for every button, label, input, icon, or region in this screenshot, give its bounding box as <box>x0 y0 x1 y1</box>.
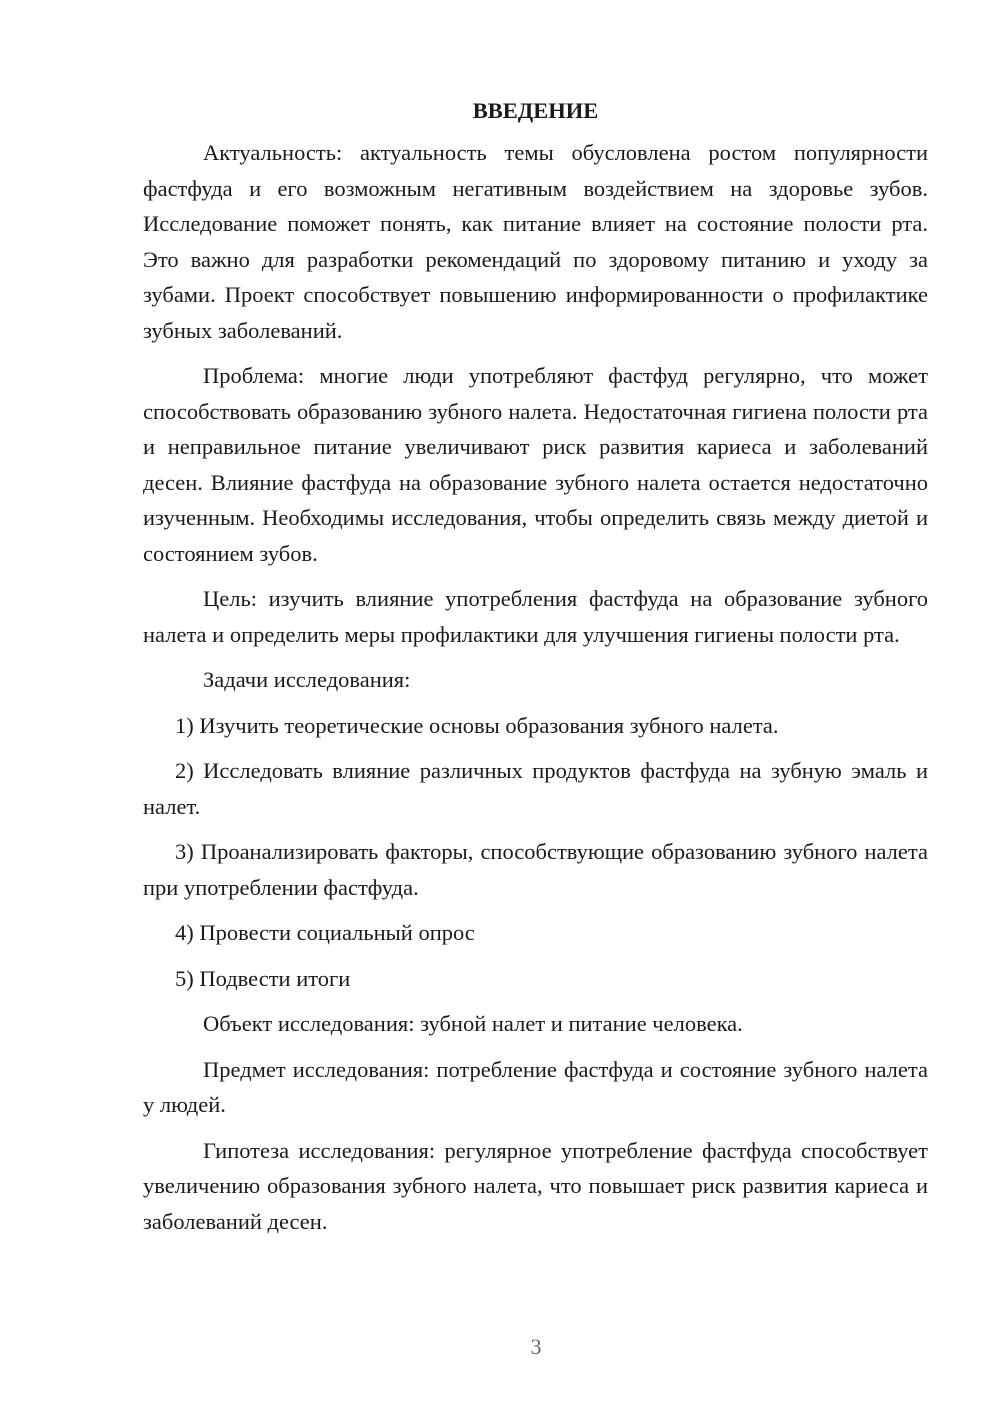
relevance-paragraph: Актуальность: актуальность темы обусловлена ростом популярности фастфуда и его возможным негативным воздействием на здоровье зубов. Исследование поможет понять, как питание влияет на состояние полости рта. Это важно для разработки рекомендаций по здоровому питанию и уходу за зубами. Проект способствует повышению информированности о профилактике зубных заболеваний. <box>143 140 928 343</box>
task-item-2: 2) Исследовать влияние различных продуктов фастфуда на зубную эмаль и налет. <box>143 758 928 819</box>
section-heading: ВВЕДЕНИЕ <box>472 98 599 123</box>
object-paragraph: Объект исследования: зубной налет и питание человека. <box>203 1011 743 1036</box>
task-item-5: 5) Подвести итоги <box>175 965 351 991</box>
subject-paragraph: Предмет исследования: потребление фастфуда и состояние зубного налета у людей. <box>143 1056 928 1117</box>
problem-paragraph: Проблема: многие люди употребляют фастфуд регулярно, что может способствовать образованию зубного налета. Недостаточная гигиена полости рта и неправильное питание увеличивают риск развития кариеса и заболеваний десен. Влияние фастфуда на образование зубного налета остается недостаточно изученным. Необходимы исследования, чтобы определить связь между диетой и состоянием зубов. <box>143 363 928 566</box>
task-item-1: 1) Изучить теоретические основы образования зубного налета. <box>175 712 779 738</box>
task-item-4: 4) Провести социальный опрос <box>175 920 475 945</box>
hypothesis-paragraph: Гипотеза исследования: регулярное употребление фастфуда способствует увеличению образования зубного налета, что повышает риск развития кариеса и заболеваний десен. <box>143 1137 928 1234</box>
tasks-title: Задачи исследования: <box>203 667 411 692</box>
goal-paragraph: Цель: изучить влияние употребления фастфуда на образование зубного налета и определить меры профилактики для улучшения гигиены полости рта. <box>143 586 928 647</box>
document-body <box>143 97 928 1249</box>
page-number: 3 <box>530 1334 542 1359</box>
task-item-3: 3) Проанализировать факторы, способствующие образованию зубного налета при употреблении фастфуда. <box>143 839 928 900</box>
